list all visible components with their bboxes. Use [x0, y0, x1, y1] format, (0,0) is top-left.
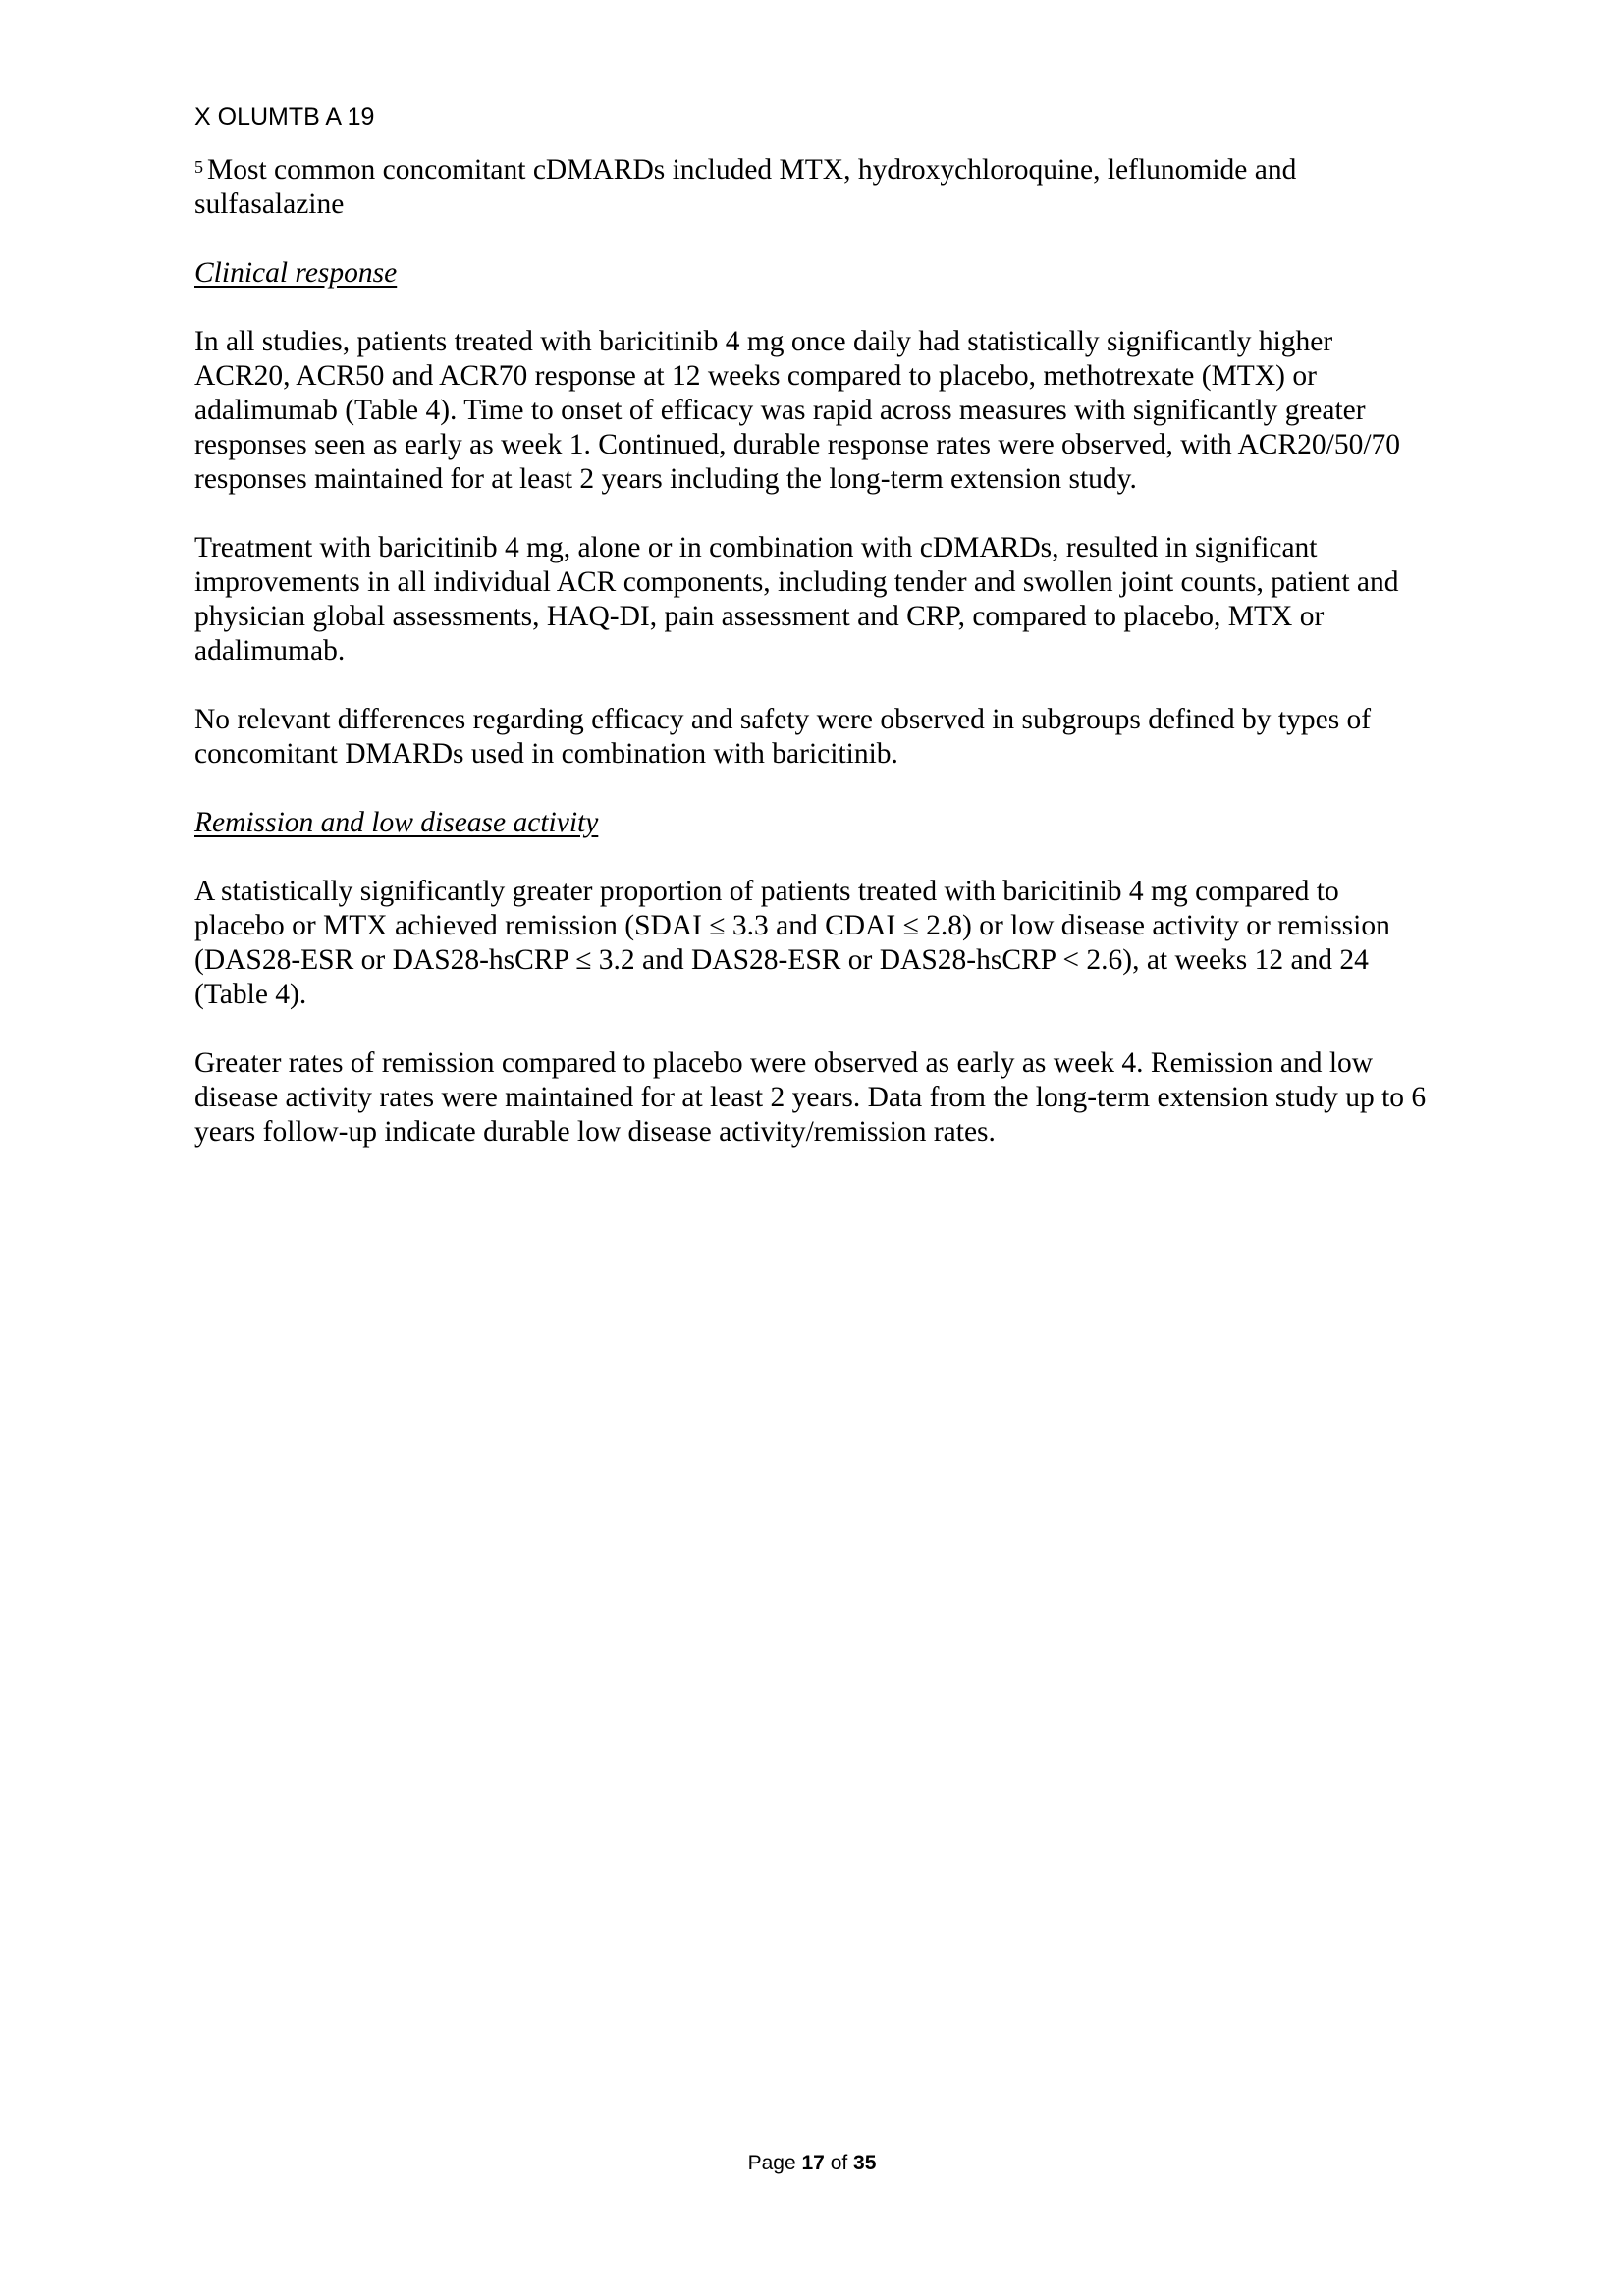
section-heading: Remission and low disease activity	[194, 807, 599, 838]
page-footer	[0, 2151, 1624, 2176]
footnote-marker: 5	[194, 157, 203, 177]
current-page-number: 17	[801, 2152, 825, 2174]
of-word: of	[830, 2152, 848, 2174]
document-body	[194, 153, 1434, 1184]
section-heading: Clinical response	[194, 257, 398, 289]
section-remission	[194, 806, 1434, 1149]
footnote-text: Most common concomitant cDMARDs included MTX, hydroxychloroquine, leflunomide and sulfasalazine	[194, 154, 1297, 220]
document-header: X OLUMTB A 19	[194, 103, 375, 131]
page-word: Page	[747, 2152, 796, 2174]
paragraph: No relevant differences regarding efficacy and safety were observed in subgroups defined by types of concomitant DMARDs used in combination with baricitinib.	[194, 704, 1372, 770]
paragraph: Greater rates of remission compared to placebo were observed as early as week 4. Remission and low disease activity rates were maintained for at least 2 years. Data from the long-term extension study up to 6 years follow-up indicate durable low disease activity/remission rates.	[194, 1047, 1427, 1148]
footnote	[194, 153, 1434, 222]
paragraph: A statistically significantly greater proportion of patients treated with baricitinib 4 mg compared to placebo or MTX achieved remission (SDAI ≤ 3.3 and CDAI ≤ 2.8) or low disease activity or remission (DAS28-ESR or DAS28-hsCRP ≤ 3.2 and DAS28-ESR or DAS28-hsCRP < 2.6), at weeks 12 and 24 (Table 4).	[194, 876, 1390, 1010]
paragraph: Treatment with baricitinib 4 mg, alone or in combination with cDMARDs, resulted in significant improvements in all individual ACR components, including tender and swollen joint counts, patient and physician global assessments, HAQ-DI, pain assessment and CRP, compared to placebo, MTX or adalimumab.	[194, 532, 1399, 667]
section-clinical-response	[194, 256, 1434, 772]
total-pages-number: 35	[853, 2152, 877, 2174]
paragraph: In all studies, patients treated with baricitinib 4 mg once daily had statistically significantly higher ACR20, ACR50 and ACR70 response at 12 weeks compared to placebo, methotrexate (MTX) or adalimumab (Table 4). Time to onset of efficacy was rapid across measures with significantly greater responses seen as early as week 1. Continued, durable response rates were observed, with ACR20/50/70 responses maintained for at least 2 years including the long-term extension study.	[194, 326, 1401, 495]
